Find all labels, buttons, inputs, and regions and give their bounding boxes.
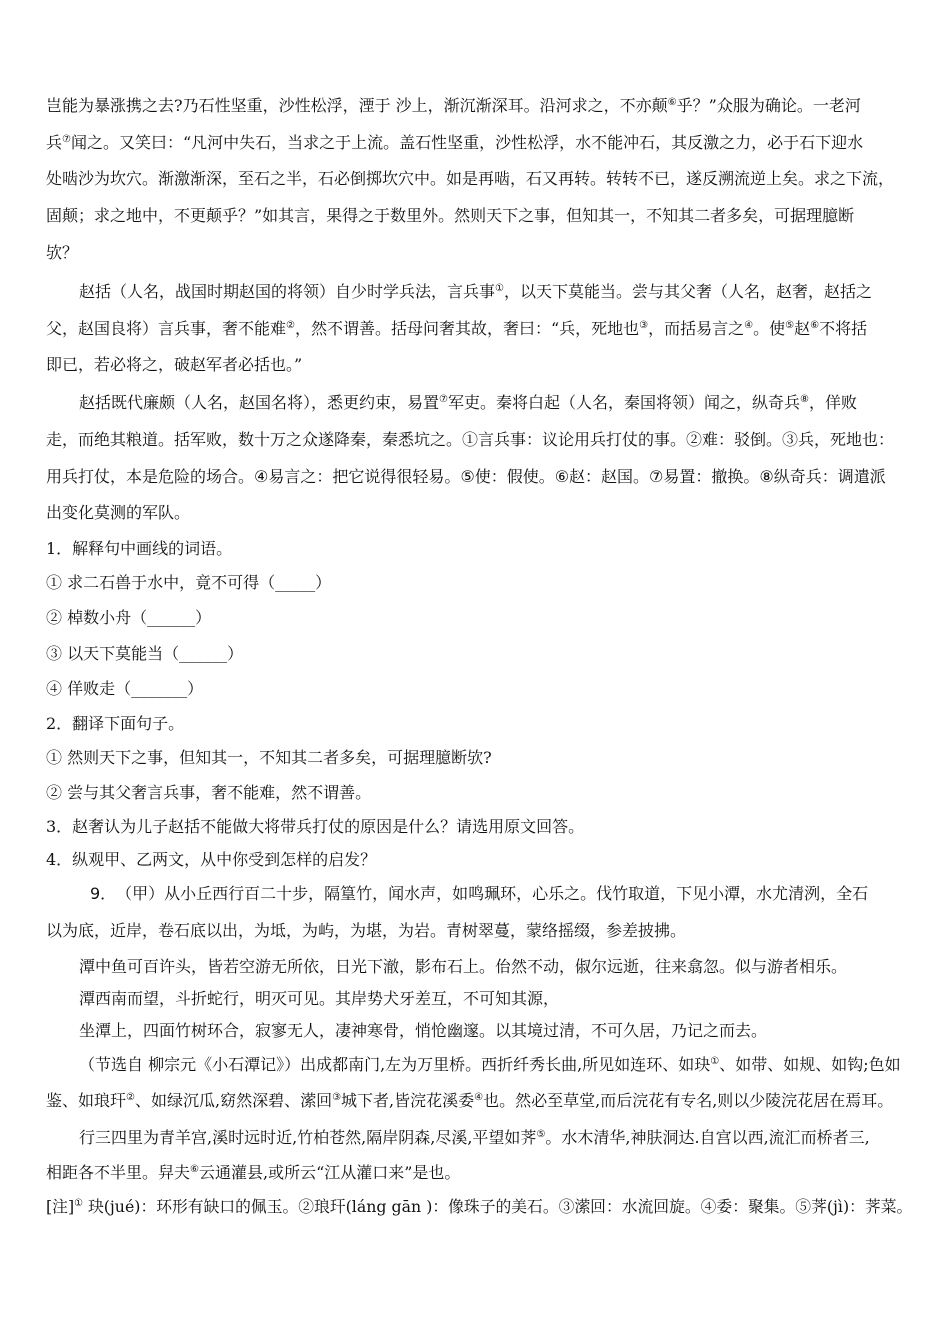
passage-b-line: 父，赵国良将）言兵事，奢不能难②，然不谓善。括母问奢其故，奢曰：“兵，死地也③，而括易言之④。使⑤赵⑥不将括 bbox=[46, 319, 868, 338]
question-9-jia-line: 9． （甲）从小丘西行百二十步，隔篁竹，闻水声，如鸣珮环，心乐之。伐竹取道，下见小潭，水尤清洌，全石 bbox=[90, 884, 869, 903]
question-4: 4．纵观甲、乙两文，从中你受到怎样的启发？ bbox=[46, 850, 377, 869]
passage-a-line: 岂能为暴涨携之去?乃石性坚重，沙性松浮，湮于 沙上，渐沉渐深耳。沿河求之，不亦颠⑥乎？”众服为确论。一老河 bbox=[46, 96, 861, 115]
question-9-jia-line: 潭西南而望，斗折蛇行，明灭可见。其岸势犬牙差互，不可知其源， bbox=[79, 989, 560, 1008]
footnote: [注]① 玦(jué)：环形有缺口的佩玉。②琅玕(láng gān )：像珠子的美石。③潆回：水流回旋。④委：聚集。⑤荠(jì)：荠菜。 bbox=[46, 1197, 913, 1216]
question-2-item: ① 然则天下之事，但知其一，不知其二者多矣，可据理臆断欤? bbox=[46, 748, 492, 767]
question-1-item: ① 求二石兽于水中，竟不可得（_____） bbox=[46, 573, 332, 592]
passage-b-line: 赵括（人名，战国时期赵国的将领）自少时学兵法，言兵事①，以天下莫能当。尝与其父奢（人名，赵奢，赵括之 bbox=[79, 282, 872, 301]
question-9-jia-line: 坐潭上，四面竹树环合，寂寥无人，凄神寒骨，悄怆幽邃。以其境过清，不可久居，乃记之而去。 bbox=[79, 1021, 768, 1040]
passage-a-line: 处啮沙为坎穴。渐激渐深，至石之半，石必倒掷坎穴中。如是再啮，石又再转。转转不已，遂反溯流逆上矣。求之下流， bbox=[46, 169, 895, 188]
question-9-yi-line: 行三四里为青羊宫,溪时远时近,竹柏苍然,隔岸阴森,尽溪,平望如荠⑤。水木清华,神肤洞达.自宫以西,流汇而桥者三, bbox=[79, 1128, 870, 1147]
question-1: 1．解释句中画线的词语。 bbox=[46, 539, 233, 558]
question-9-jia-line: 潭中鱼可百许头，皆若空游无所依，日光下澈，影布石上。佁然不动，俶尔远逝，往来翕忽。似与游者相乐。 bbox=[79, 957, 848, 976]
passage-b-line: 赵括既代廉颇（人名，赵国名将），悉更约束，易置⑦军吏。秦将白起（人名，秦国将领）闻之，纵奇兵⑧，佯败 bbox=[79, 393, 857, 412]
passage-b-line: 走，而绝其粮道。括军败，数十万之众遂降秦，秦悉坑之。①言兵事：议论用兵打仗的事。②难：驳倒。③兵，死地也： bbox=[46, 430, 895, 449]
question-3: 3．赵奢认为儿子赵括不能做大将带兵打仗的原因是什么？请选用原文回答。 bbox=[46, 817, 585, 836]
question-1-item: ② 棹数小舟（______） bbox=[46, 608, 212, 627]
question-1-item: ④ 佯败走（_______） bbox=[46, 679, 204, 698]
question-2-item: ② 尝与其父奢言兵事，奢不能难，然不谓善。 bbox=[46, 783, 372, 802]
passage-b-note-line: 出变化莫测的军队。 bbox=[46, 503, 191, 522]
question-9-yi-line: 鉴、如琅玕②、如绿沉瓜,窈然深碧、潆回③城下者,皆浣花溪委④也。然必至草堂,而后浣花有专名,则以少陵浣花居在焉耳。 bbox=[46, 1091, 894, 1110]
passage-b-note-line: 用兵打仗，本是危险的场合。④易言之：把它说得很轻易。⑤使：假使。⑥赵：赵国。⑦易置：撤换。⑧纵奇兵：调遣派 bbox=[46, 467, 886, 486]
passage-a-line: 兵⑦闻之。又笑曰：“凡河中失石，当求之于上流。盖石性坚重，沙性松浮，水不能冲石，其反激之力，必于石下迎水 bbox=[46, 133, 864, 152]
passage-a-line: 固颠；求之地中，不更颠乎？”如其言，果得之于数里外。然则天下之事，但知其一，不知其二者多矣，可据理臆断 bbox=[46, 206, 855, 225]
question-9-yi-line: 相距各不半里。舁夫⑥云通灌县,或所云“江从灌口来”是也。 bbox=[46, 1163, 461, 1182]
question-2: 2．翻译下面句子。 bbox=[46, 714, 185, 733]
passage-a-line: 欤？ bbox=[46, 243, 79, 262]
question-9-yi-line: （节选自 柳宗元《小石潭记》）出成都南门,左为万里桥。西折纤秀长曲,所见如连环、如玦①、如带、如规、如钩;色如 bbox=[79, 1055, 901, 1074]
question-9-jia-line: 以为底，近岸，卷石底以出，为坻，为屿，为堪，为岩。青树翠蔓，蒙络摇缀，参差披拂。 bbox=[46, 921, 687, 940]
question-1-item: ③ 以天下莫能当（______） bbox=[46, 644, 244, 663]
passage-b-line: 即已，若必将之，破赵军者必括也。” bbox=[46, 355, 303, 374]
